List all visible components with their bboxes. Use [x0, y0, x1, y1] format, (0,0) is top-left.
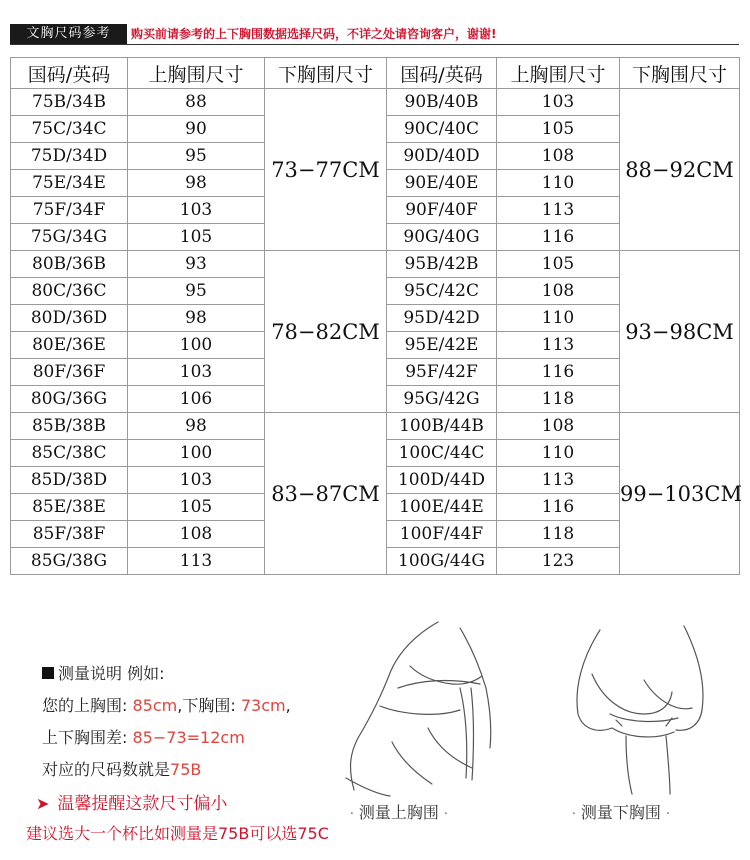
size-code-cell: 100G/44G — [387, 548, 497, 575]
size-code-cell: 95E/42E — [387, 332, 497, 359]
size-code-cell: 100E/44E — [387, 494, 497, 521]
lower-bust-illustration — [552, 618, 732, 798]
upper-bust-cell: 90 — [128, 116, 265, 143]
size-code-cell: 75F/34F — [11, 197, 128, 224]
lower-bust-caption: 测量下胸围 — [580, 803, 661, 822]
arrow-right-icon: ➤ — [36, 794, 50, 813]
size-code-cell: 80F/36F — [11, 359, 128, 386]
upper-bust-cell: 98 — [128, 170, 265, 197]
size-code-cell: 100D/44D — [387, 467, 497, 494]
under-bust-range-cell: 99−103CM — [620, 413, 740, 575]
upper-bust-cell: 116 — [497, 359, 620, 386]
upper-bust-caption: 测量上胸围 — [358, 803, 439, 822]
table-body — [11, 89, 740, 575]
upper-bust-cell: 100 — [128, 440, 265, 467]
column-header: 国码/英码 — [387, 58, 497, 89]
upper-bust-cell: 105 — [497, 251, 620, 278]
upper-bust-cell: 103 — [128, 467, 265, 494]
upper-bust-cell: 98 — [128, 305, 265, 332]
size-code-cell: 80D/36D — [11, 305, 128, 332]
upper-bust-cell: 105 — [128, 224, 265, 251]
upper-bust-cell: 123 — [497, 548, 620, 575]
under-bust-range-cell: 88−92CM — [620, 89, 740, 251]
upper-bust-cell: 113 — [497, 467, 620, 494]
size-suggestion: 建议选大一个杯比如测量是75B可以选75C — [26, 824, 329, 843]
column-header: 下胸围尺寸 — [265, 58, 387, 89]
column-header: 上胸围尺寸 — [497, 58, 620, 89]
explanation-result-line — [42, 754, 291, 786]
size-table — [10, 57, 740, 575]
result-label: 对应的尺码数就是 — [42, 760, 171, 779]
size-code-cell: 85B/38B — [11, 413, 128, 440]
upper-bust-cell: 108 — [128, 521, 265, 548]
size-code-cell: 90G/40G — [387, 224, 497, 251]
size-code-cell: 85E/38E — [11, 494, 128, 521]
size-code-cell: 80G/36G — [11, 386, 128, 413]
header-divider — [10, 44, 739, 45]
upper-bust-cell: 118 — [497, 521, 620, 548]
explanation-diff-line — [42, 722, 291, 754]
upper-bust-illustration — [340, 618, 520, 798]
upper-bust-cell: 88 — [128, 89, 265, 116]
tip-text: 温馨提醒这款尺寸偏小 — [57, 794, 228, 814]
tick-mark-icon: ‧ — [572, 807, 576, 821]
size-code-cell: 100C/44C — [387, 440, 497, 467]
upper-bust-cell: 110 — [497, 170, 620, 197]
upper-bust-cell: 95 — [128, 143, 265, 170]
upper-bust-cell: 108 — [497, 143, 620, 170]
upper-bust-value: 85cm — [132, 696, 178, 715]
upper-bust-cell: 118 — [497, 386, 620, 413]
upper-bust-cell: 105 — [497, 116, 620, 143]
upper-bust-cell: 116 — [497, 494, 620, 521]
size-code-cell: 80C/36C — [11, 278, 128, 305]
upper-bust-cell: 113 — [128, 548, 265, 575]
square-bullet-icon — [42, 667, 54, 679]
size-code-cell: 85G/38G — [11, 548, 128, 575]
upper-bust-cell: 116 — [497, 224, 620, 251]
upper-bust-cell: 105 — [128, 494, 265, 521]
upper-bust-cell: 108 — [497, 413, 620, 440]
size-code-cell: 95B/42B — [387, 251, 497, 278]
upper-bust-cell: 106 — [128, 386, 265, 413]
tick-mark-icon: ‧ — [666, 807, 670, 821]
column-header: 下胸围尺寸 — [620, 58, 740, 89]
upper-bust-cell: 103 — [128, 359, 265, 386]
size-code-cell: 100B/44B — [387, 413, 497, 440]
table-row — [11, 251, 740, 278]
upper-bust-cell: 103 — [497, 89, 620, 116]
tick-mark-icon: ‧ — [350, 807, 354, 821]
size-code-cell: 95F/42F — [387, 359, 497, 386]
size-code-cell: 90C/40C — [387, 116, 497, 143]
size-reference-tag: 文胸尺码参考 — [10, 24, 127, 44]
upper-bust-cell: 95 — [128, 278, 265, 305]
lower-bust-suffix: , — [285, 696, 291, 715]
size-code-cell: 95G/42G — [387, 386, 497, 413]
size-code-cell: 90B/40B — [387, 89, 497, 116]
size-code-cell: 90F/40F — [387, 197, 497, 224]
under-bust-range-cell: 93−98CM — [620, 251, 740, 413]
upper-bust-cell: 100 — [128, 332, 265, 359]
upper-bust-cell: 110 — [497, 305, 620, 332]
size-code-cell: 95C/42C — [387, 278, 497, 305]
lower-bust-caption-wrap — [572, 800, 670, 823]
upper-bust-caption-wrap — [350, 800, 448, 823]
explanation-title-line — [42, 658, 291, 690]
table-row — [11, 89, 740, 116]
size-code-cell: 80E/36E — [11, 332, 128, 359]
header-note: 购买前请参考的上下胸围数据选择尺码，不详之处请咨询客户，谢谢! — [131, 27, 497, 41]
size-code-cell: 85C/38C — [11, 440, 128, 467]
column-header: 国码/英码 — [11, 58, 128, 89]
upper-bust-cell: 108 — [497, 278, 620, 305]
size-code-cell: 90D/40D — [387, 143, 497, 170]
measurement-explanation — [42, 658, 291, 786]
result-value: 75B — [170, 760, 202, 779]
size-code-cell: 90E/40E — [387, 170, 497, 197]
size-code-cell: 75D/34D — [11, 143, 128, 170]
tick-mark-icon: ‧ — [444, 807, 448, 821]
upper-bust-cell: 113 — [497, 197, 620, 224]
size-code-cell: 100F/44F — [387, 521, 497, 548]
size-code-cell: 75G/34G — [11, 224, 128, 251]
table-header-row — [11, 58, 740, 89]
size-code-cell: 85D/38D — [11, 467, 128, 494]
under-bust-range-cell: 78−82CM — [265, 251, 387, 413]
upper-bust-cell: 93 — [128, 251, 265, 278]
explanation-bust-line — [42, 690, 291, 722]
bust-diff-label: 上下胸围差: — [42, 728, 128, 747]
lower-bust-label: ,下胸围: — [177, 696, 236, 715]
upper-bust-cell: 103 — [128, 197, 265, 224]
under-bust-range-cell: 83−87CM — [265, 413, 387, 575]
size-code-cell: 75C/34C — [11, 116, 128, 143]
size-code-cell: 75B/34B — [11, 89, 128, 116]
column-header: 上胸围尺寸 — [128, 58, 265, 89]
size-code-cell: 75E/34E — [11, 170, 128, 197]
explanation-title: 测量说明 例如: — [58, 664, 165, 683]
upper-bust-label: 您的上胸围: — [42, 696, 128, 715]
upper-bust-cell: 113 — [497, 332, 620, 359]
upper-bust-cell: 110 — [497, 440, 620, 467]
upper-bust-cell: 98 — [128, 413, 265, 440]
under-bust-range-cell: 73−77CM — [265, 89, 387, 251]
bust-diff-value: 85−73=12cm — [132, 728, 245, 747]
size-code-cell: 85F/38F — [11, 521, 128, 548]
size-tip — [36, 789, 227, 814]
size-code-cell: 95D/42D — [387, 305, 497, 332]
size-code-cell: 80B/36B — [11, 251, 128, 278]
lower-bust-value: 73cm — [240, 696, 286, 715]
table-row — [11, 413, 740, 440]
